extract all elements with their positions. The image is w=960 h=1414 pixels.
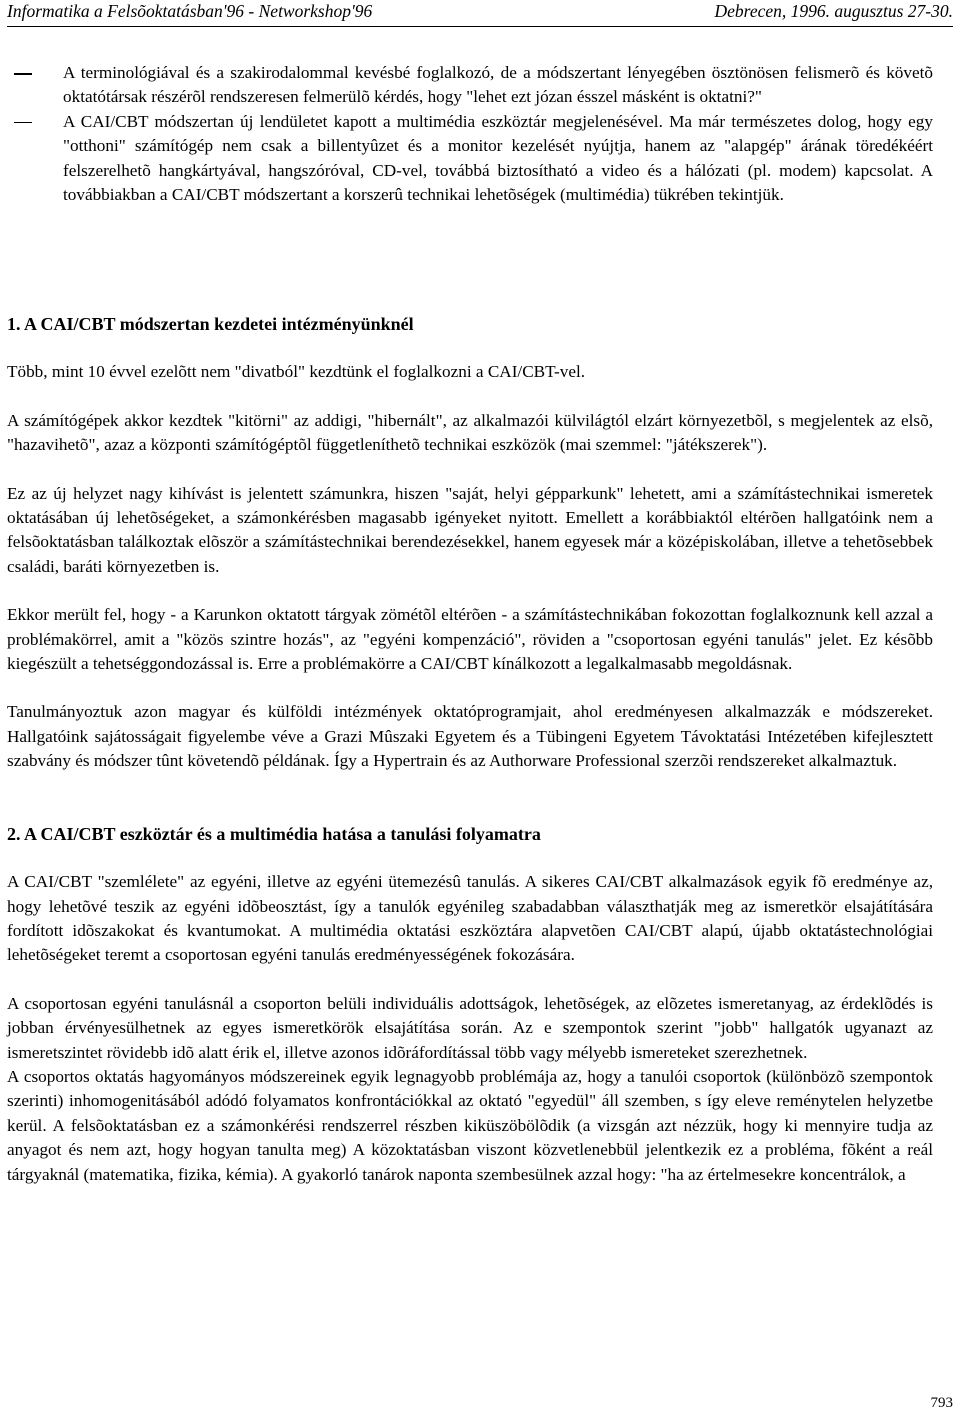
bullet-text: A terminológiával és a szakirodalommal kevésbé foglalkozó, de a módszertant lényegében ösztönösen felismerõ és követõ oktatótársak részérõl rendszeresen felmerülõ kérdés, hogy "lehet ezt józan ésszel másként is oktatni?" xyxy=(63,63,933,107)
paragraph: Több, mint 10 évvel ezelõtt nem "divatból" kezdtünk el foglalkozni a CAI/CBT-vel. xyxy=(7,362,586,382)
paragraph: Ekkor merült fel, hogy - a Karunkon oktatott tárgyak zömétõl eltérõen - a számítástechnikában fokozottan foglalkoznunk kell azzal a problémakörrel, amit a "közös szintre hozás", az "egyéni kompenzáció", röviden a "csoportosan egyéni tanulás" jelet. Ez késõbb kiegészült a tehetséggondozással is. Erre a problémakörre a CAI/CBT kínálkozott a legalkalmasabb megoldásnak. xyxy=(7,605,933,674)
bullet-item xyxy=(7,110,933,208)
main-content xyxy=(7,312,933,1187)
paragraph: Tanulmányoztuk azon magyar és külföldi intézmények oktatóprogramjait, ahol eredményesen alkalmazzák e módszereket. Hallgatóink sajátosságait figyelembe véve a Grazi Mûszaki Egyetem és a Tübingeni Egyetem Távoktatási Intézetében kifejlesztett szabvány és módszer tûnt követendõ példának. Így a Hypertrain és az Authorware Professional szerzõi rendszereket alkalmaztuk. xyxy=(7,702,933,771)
paragraph: A CAI/CBT "szemlélete" az egyéni, illetve az egyéni ütemezésû tanulás. A sikeres CAI/CBT alkalmazások egyik fõ eredménye az, hogy lehetõvé teszik az egyéni idõbeosztást, így a tanulók egyénileg szabadabban választhatják meg az ismeretkör elsajátítására fordított idõszakokat és kvantumokat. A multimédia oktatási eszköztára alapvetõen CAI/CBT alapú, újabb oktatástechnológiai lehetõségeket teremt a csoportosan egyéni tanulás eredményességének fokozására. xyxy=(7,872,933,965)
paragraph: A számítógépek akkor kezdtek "kitörni" az addigi, "hibernált", az alkalmazói külvilágtól elzárt környezetbõl, s megjelentek az elsõ, "hazavihetõ", azaz a központi számítógéptõl függetleníthetõ technikai eszközök (mai szemmel: "játékszerek"). xyxy=(7,410,933,455)
dash-bullet-icon xyxy=(14,73,32,75)
dash-bullet-icon xyxy=(14,122,32,124)
section-heading-2: 2. A CAI/CBT eszköztár és a multimédia hatása a tanulási folyamatra xyxy=(7,823,541,844)
bullet-list xyxy=(7,61,933,207)
header-conference-title: Informatika a Felsõoktatásban'96 - Networkshop'96 xyxy=(7,1,373,21)
section-heading-1: 1. A CAI/CBT módszertan kezdetei intézményünknél xyxy=(7,314,414,334)
paragraph: Ez az új helyzet nagy kihívást is jelentett számunkra, hiszen "saját, helyi gépparkunk" lehetett, ami a számítástechnikai ismeretek oktatásában új lehetõségeket, a számonkérésben magasabb igényeket nyitott. Emellett a korábbiaktól eltérõen hallgatóink nem a felsõoktatásban találkoztak elõször a számítástechnikai berendezésekkel, hanem egyesek már a középiskolában, illetve a tehetõsebbek családi, baráti környezetben is. xyxy=(7,483,933,576)
bullet-text: A CAI/CBT módszertan új lendületet kapott a multimédia eszköztár megjelenésével. Ma már természetes dolog, hogy egy "otthoni" számítógép nem csak a billentyûzet és a monitor kezelését nyújtja, hanem az "alapgép" árának töredékéért felszerelhetõ hangkártyával, hangszóróval, CD-vel, továbbá biztosítható a video és a hálózati (pl. modem) kapcsolat. A továbbiakban a CAI/CBT módszertant a korszerû technikai lehetõségek (multimédia) tükrében tekintjük. xyxy=(63,111,933,205)
page-number: 793 xyxy=(930,1395,953,1411)
bullet-item xyxy=(7,61,933,110)
paragraph: A csoportos oktatás hagyományos módszereinek egyik legnagyobb problémája az, hogy a tanulói csoportok (különbözõ szempontok szerinti) inhomogenitásából adódó folyamatos konfrontációkkal az oktató "egyedül" áll szemben, s így eleve reménytelen helyzetbe kerül. A felsõoktatásban ez a számonkérési rendszerrel részben kiküszöbölõdik (a vizsgán azt nézzük, hogy ki mennyire tudja az anyagot és nem azt, hogy hogyan tanulta meg) A közoktatásban viszont közvetlenebbül jelentkezik ez a probléma, fõként a reál tárgyaknál (matematika, fizika, kémia). A gyakorló tanárok naponta szembesülnek azzal hogy: "ha az értelmesekre koncentrálok, a xyxy=(7,1066,933,1184)
header-location-date: Debrecen, 1996. augusztus 27-30. xyxy=(714,1,953,21)
running-header xyxy=(7,0,953,27)
paragraph: A csoportosan egyéni tanulásnál a csoporton belüli individuális adottságok, lehetõségek, az elõzetes ismeretanyag, az érdeklõdés is jobban érvényesülhetnek az egyes ismeretkörök elsajátítása során. Az e szempontok szerint "jobb" hallgatók ugyanazt az ismeretszintet rövidebb idõ alatt érik el, illetve azonos idõráfordítással több vagy mélyebb ismereteket szerezhetnek. xyxy=(7,993,933,1062)
